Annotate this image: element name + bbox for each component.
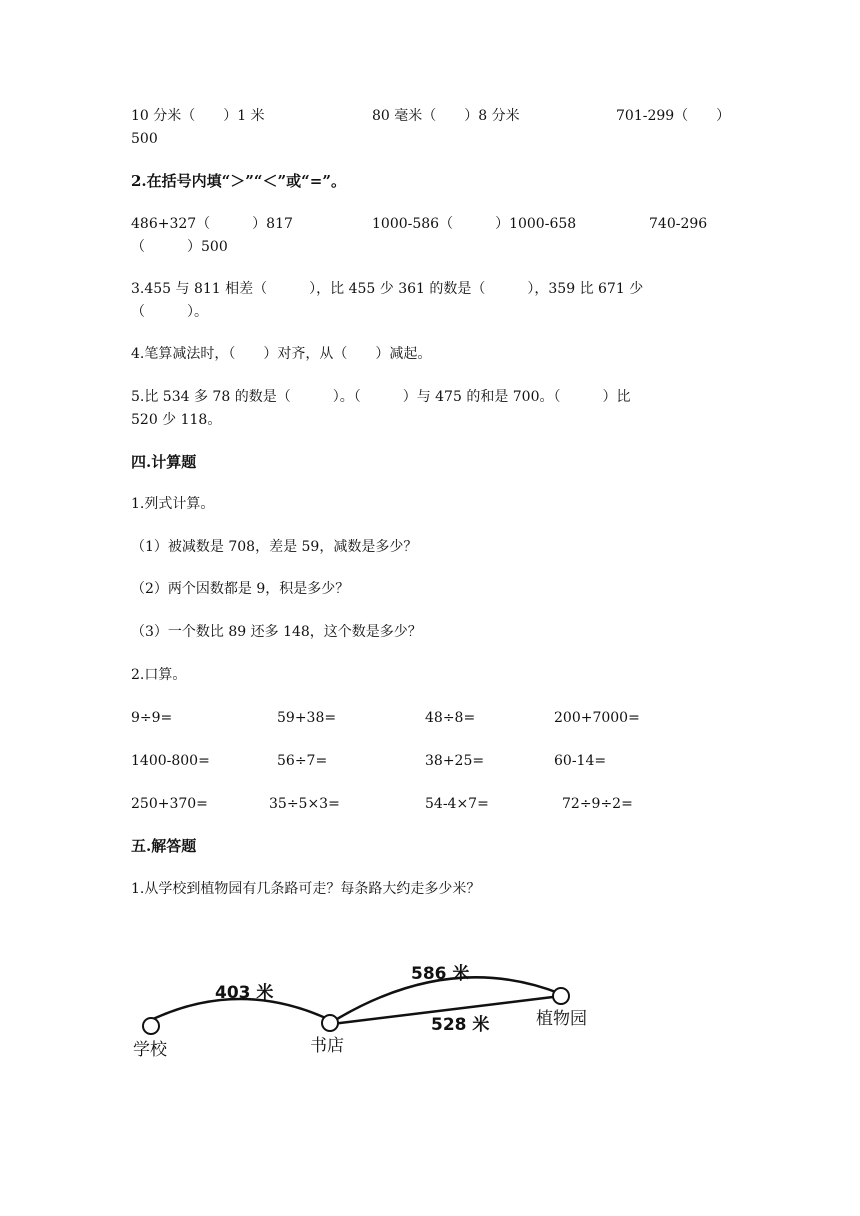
oral-item: 48÷8= <box>425 710 476 726</box>
question-2: 2.在括号内填“＞”“＜”或“=”。 <box>131 172 346 190</box>
distance-label-1: 403 米 <box>215 983 274 1003</box>
bookstore-node <box>322 1015 338 1031</box>
oral-item: 250+370= <box>131 796 208 812</box>
oral-item: 1400-800= <box>131 753 210 769</box>
fill-item-3-cont: 500 <box>131 131 158 147</box>
section-4-heading: 四.计算题 <box>131 453 197 471</box>
question-3-cont: （ ）。 <box>131 304 208 320</box>
oral-item: 200+7000= <box>554 710 640 726</box>
calc-sub-1: （1）被减数是 708，差是 59，减数是多少？ <box>131 539 418 555</box>
calc-sub-3: （3）一个数比 89 还多 148，这个数是多少？ <box>131 624 422 640</box>
garden-label: 植物园 <box>536 1009 587 1029</box>
fill-item-1: 10 分米（ ）1 米 <box>131 108 265 124</box>
oral-item: 35÷5×3= <box>269 796 340 812</box>
compare-item-2: 1000-586（ ）1000-658 <box>372 216 577 232</box>
fill-item-2: 80 毫米（ ）8 分米 <box>372 108 520 124</box>
oral-item: 9÷9= <box>131 710 173 726</box>
school-node <box>143 1018 159 1034</box>
distance-label-2: 586 米 <box>411 964 470 984</box>
garden-node <box>553 988 569 1004</box>
distance-label-3: 528 米 <box>431 1015 490 1035</box>
question-3: 3.455 与 811 相差（ ），比 455 少 361 的数是（ ），359 比 671 少 <box>131 281 644 297</box>
compare-item-1: 486+327（ ）817 <box>131 216 293 232</box>
question-4: 4.笔算减法时，（ ）对齐，从（ ）减起。 <box>131 346 432 362</box>
oral-item: 60-14= <box>554 753 607 769</box>
problem-1: 1.从学校到植物园有几条路可走？每条路大约走多少米？ <box>131 881 481 897</box>
bookstore-label: 书店 <box>310 1036 344 1056</box>
calc-question-2: 2.口算。 <box>131 667 187 683</box>
oral-item: 54-4×7= <box>425 796 489 812</box>
calc-sub-2: （2）两个因数都是 9，积是多少？ <box>131 581 350 597</box>
oral-item: 38+25= <box>425 753 485 769</box>
fill-item-3: 701-299（ ） <box>616 108 731 124</box>
compare-item-3-cont: （ ）500 <box>131 239 228 255</box>
section-5-heading: 五.解答题 <box>131 837 197 855</box>
calc-question-1: 1.列式计算。 <box>131 496 215 512</box>
compare-item-3: 740-296 <box>649 216 708 232</box>
oral-item: 56÷7= <box>277 753 328 769</box>
oral-item: 72÷9÷2= <box>562 796 633 812</box>
school-label: 学校 <box>133 1040 167 1060</box>
oral-item: 59+38= <box>277 710 337 726</box>
question-5: 5.比 534 多 78 的数是（ ）。（ ）与 475 的和是 700。（ ）比 <box>131 389 631 405</box>
question-5-cont: 520 少 118。 <box>131 412 222 428</box>
